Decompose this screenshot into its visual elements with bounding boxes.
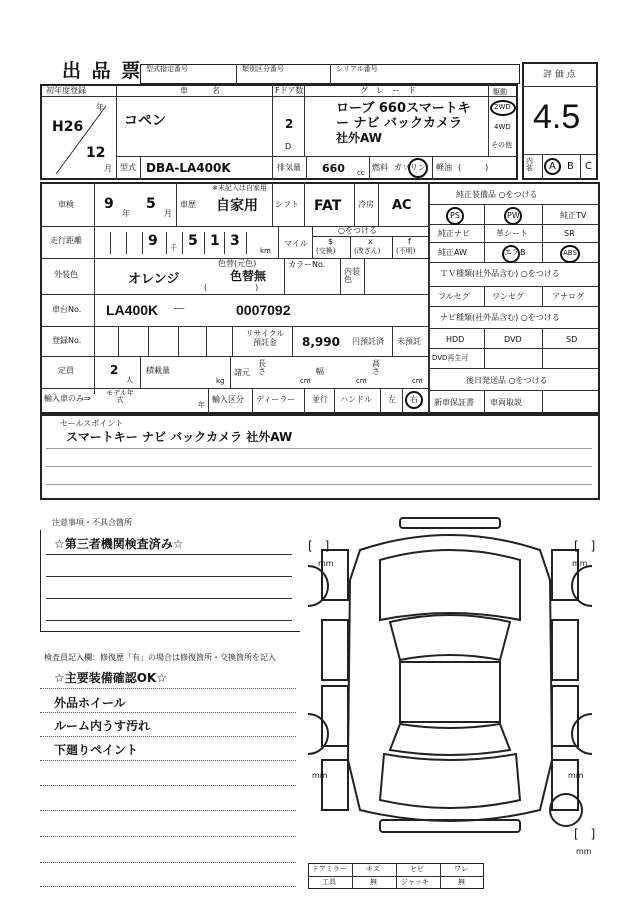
notes-line1: ☆第三者機関検査済み☆ bbox=[54, 537, 184, 551]
sales-point-box bbox=[40, 414, 600, 500]
bracket-spare: [ ] bbox=[574, 827, 596, 841]
capacity-unit: 人 bbox=[126, 376, 133, 384]
recycle-none: 未預託 bbox=[397, 337, 421, 346]
inspector-label: 検査員記入欄：修復歴「有」の場合は修復箇所・交換箇所を記入 bbox=[44, 653, 276, 662]
interior-color-label: 内装色 bbox=[344, 267, 360, 284]
history-label: 車歴 bbox=[180, 200, 196, 209]
model-year-label: モデル年式 bbox=[106, 389, 134, 404]
length-unit: cm bbox=[300, 377, 311, 385]
shift-value: FAT bbox=[314, 198, 342, 214]
inspection-year-unit: 年 bbox=[122, 209, 130, 218]
displacement-label: 排気量 bbox=[277, 163, 301, 172]
mileage-unit: km bbox=[260, 247, 271, 255]
mm-rear-left: mm bbox=[312, 771, 328, 780]
serial-label: シリアル番号 bbox=[336, 65, 378, 73]
navi-dvd: DVD bbox=[504, 335, 522, 344]
legend-jack: ジャッキ bbox=[401, 878, 429, 886]
history-note: ※未記入は自家用 bbox=[212, 184, 267, 192]
parallel: 並行 bbox=[312, 395, 328, 404]
mm-rear-right: mm bbox=[568, 771, 584, 780]
history-value: 自家用 bbox=[216, 198, 258, 214]
length-label: 長さ bbox=[258, 359, 266, 376]
load-unit: kg bbox=[216, 377, 225, 385]
model-year-unit: 年 bbox=[198, 401, 205, 409]
sales-text: スマートキー ナビ バックカメラ 社外AW bbox=[66, 430, 293, 444]
drive-4wd: 4WD bbox=[494, 123, 511, 131]
mileage-digit-3: 9 bbox=[148, 233, 158, 249]
equip-navi: 純正ナビ bbox=[438, 229, 470, 238]
legend-tools: 工具 bbox=[322, 878, 336, 886]
color-label: 外装色 bbox=[54, 270, 78, 279]
grade-label: グ レ ー ド bbox=[360, 86, 416, 95]
chassis-prefix: LA400K bbox=[106, 302, 159, 318]
door-unit: D bbox=[285, 142, 292, 151]
grade-line2: ー ナビ バックカメラ bbox=[336, 116, 463, 131]
first-reg-month: 12 bbox=[86, 145, 106, 161]
capacity-value: 2 bbox=[110, 363, 119, 377]
width-label: 幅 bbox=[316, 367, 324, 376]
model-cert-label: 型式指定番号 bbox=[146, 65, 188, 73]
recycle-amount: 8,990 bbox=[302, 335, 340, 349]
year-unit: 年 bbox=[96, 103, 104, 112]
first-reg-year: H26 bbox=[52, 119, 84, 135]
meter-opt2: x bbox=[368, 237, 373, 246]
shift-label: シフト bbox=[275, 200, 299, 209]
equip-aw: 純正AW bbox=[438, 248, 467, 257]
mm-front-right: mm bbox=[572, 559, 588, 568]
bracket-front-right: [ ] bbox=[574, 539, 596, 553]
ac-label: 冷房 bbox=[358, 200, 374, 209]
mileage-digit-6: 3 bbox=[230, 233, 240, 249]
mileage-digit-4: 5 bbox=[188, 233, 198, 249]
page-title: 出 品 票 bbox=[62, 60, 143, 82]
handle-right: 右 bbox=[410, 395, 418, 404]
bracket-front-left: [ ] bbox=[308, 539, 330, 553]
displacement-value: 660 bbox=[322, 162, 345, 175]
mm-spare: mm bbox=[576, 847, 592, 856]
reg-no-label: 登録No. bbox=[52, 336, 82, 345]
navi-title: ナビ種類(社外品含む) ○をつける bbox=[440, 313, 560, 322]
ac-value: AC bbox=[392, 198, 412, 213]
grade-line1: ローブ 660スマートキ bbox=[336, 101, 471, 116]
height-label: 高さ bbox=[372, 359, 380, 376]
capacity-label: 定員 bbox=[58, 366, 74, 375]
month-unit: 月 bbox=[104, 164, 112, 173]
door-count: 2 bbox=[285, 117, 294, 131]
equip-leather: 革シート bbox=[496, 229, 528, 238]
model-code: DBA-LA400K bbox=[146, 161, 231, 175]
inspector-line4: 下廻りペイント bbox=[54, 743, 139, 757]
recycle-label: リサイクル預託金 bbox=[245, 329, 285, 347]
tv-oneseg: ワンセグ bbox=[492, 292, 524, 301]
color-value: オレンジ bbox=[128, 272, 180, 287]
model-label: 型式 bbox=[120, 163, 136, 172]
car-name: コペン bbox=[124, 113, 166, 129]
equip-abs: ABS bbox=[563, 249, 577, 257]
later-title: 後日発送品 ○をつける bbox=[466, 376, 548, 385]
height-unit: cm bbox=[412, 377, 423, 385]
class-label: 類別区分番号 bbox=[242, 65, 284, 73]
dims-label: 諸元 bbox=[234, 368, 250, 377]
sales-label: セールスポイント bbox=[60, 419, 124, 428]
drive-label: 駆動 bbox=[493, 88, 507, 96]
legend-jack-value: 無 bbox=[458, 878, 465, 886]
grade-line3: 社外AW bbox=[336, 131, 382, 145]
car-name-label: 車 名 bbox=[180, 86, 220, 95]
chassis-number: 0007092 bbox=[236, 302, 291, 318]
equip-tv: 純正TV bbox=[560, 211, 587, 220]
legend-scratch: キズ bbox=[366, 865, 380, 873]
legend-break: ワレ bbox=[454, 865, 468, 873]
meter-opt3-sub: (不明) bbox=[396, 247, 416, 255]
fuel-gasoline: ガソリン bbox=[394, 163, 426, 172]
interior-b: B bbox=[567, 161, 574, 172]
load-label: 積載量 bbox=[146, 366, 170, 375]
handle-label: ハンドル bbox=[340, 395, 372, 404]
legend-crack: ヒビ bbox=[410, 865, 424, 873]
navi-hdd: HDD bbox=[446, 335, 465, 344]
score-value: 4.5 bbox=[533, 98, 581, 136]
interior-a: A bbox=[549, 161, 556, 172]
displacement-unit: cc bbox=[357, 169, 365, 177]
notes-label: 注意事項・不具合箇所 bbox=[52, 518, 132, 527]
recycle-deposited: 円預託済 bbox=[352, 337, 384, 346]
later-warranty: 新車保証書 bbox=[434, 398, 474, 407]
score-label: 評 価 点 bbox=[543, 70, 576, 80]
later-manual: 車両取説 bbox=[490, 398, 522, 407]
meter-opt2-sub: (改ざん) bbox=[354, 247, 381, 255]
meter-opt1-sub: (交換) bbox=[316, 247, 336, 255]
fuel-paren: ( ) bbox=[458, 163, 489, 172]
inspector-line3: ルーム内うす汚れ bbox=[54, 719, 151, 733]
mm-front-left: mm bbox=[318, 559, 334, 568]
meter-note: ○をつける bbox=[338, 226, 377, 235]
equip-airbag: エアB bbox=[504, 248, 526, 257]
drive-2wd: 2WD bbox=[494, 103, 511, 111]
legend-tools-value: 無 bbox=[370, 878, 377, 886]
car-damage-diagram bbox=[300, 510, 600, 860]
tv-analog: アナログ bbox=[552, 292, 584, 301]
import-type-label: 輸入区分 bbox=[212, 395, 244, 404]
interior-grade-label: 内装 bbox=[526, 157, 533, 172]
drive-other: その他 bbox=[491, 141, 512, 149]
inspector-line2: 外品ホイール bbox=[54, 696, 126, 710]
dvd-label: DVD再生可 bbox=[432, 354, 469, 362]
navi-sd: SD bbox=[566, 335, 578, 344]
tv-fullseg: フルセグ bbox=[438, 292, 470, 301]
width-unit: cm bbox=[356, 377, 367, 385]
inspection-year: 9 bbox=[104, 196, 114, 212]
repaint-value: 色替無 bbox=[230, 269, 267, 283]
mile-label: マイル bbox=[284, 239, 308, 248]
import-label: 輸入車のみ⇒ bbox=[44, 394, 91, 403]
dealer: ディーラー bbox=[256, 395, 296, 404]
inspector-line1: ☆主要装備確認OK☆ bbox=[54, 671, 168, 685]
meter-opt1: $ bbox=[328, 237, 334, 246]
inspection-month: 5 bbox=[146, 196, 156, 212]
fuel-label: 燃料 bbox=[372, 163, 388, 172]
fuel-gasoline-circle bbox=[408, 158, 428, 178]
chassis-dash: － bbox=[172, 302, 186, 318]
equip-pw: PW bbox=[507, 211, 520, 220]
legend-mirror: ドアミラー bbox=[312, 865, 347, 873]
handle-left: 左 bbox=[388, 395, 396, 404]
equipment-title: 純正装備品 ○をつける bbox=[456, 190, 538, 199]
doors-label: Fドア数 bbox=[275, 86, 304, 95]
repaint-paren: ( ) bbox=[204, 283, 259, 292]
fuel-diesel: 軽油 bbox=[436, 163, 452, 172]
inspection-month-unit: 月 bbox=[164, 209, 172, 218]
interior-c: C bbox=[585, 161, 592, 172]
chassis-label: 車台No. bbox=[52, 305, 82, 314]
meter-opt3: f bbox=[408, 237, 411, 246]
mileage-label: 走行距離 bbox=[50, 236, 82, 245]
repaint-label: 色替(元色) bbox=[218, 259, 257, 268]
mileage-digit-5: 1 bbox=[210, 233, 220, 249]
equip-sr: SR bbox=[564, 229, 575, 238]
tv-title: ＴＶ種類(社外品含む) ○をつける bbox=[440, 269, 560, 278]
inspection-label: 車検 bbox=[58, 200, 74, 209]
first-reg-label: 初年度登録 bbox=[46, 86, 86, 95]
equip-ps: PS bbox=[450, 211, 460, 220]
mileage-thousand: 千 bbox=[170, 244, 177, 252]
color-no-label: カラーNo. bbox=[288, 260, 326, 269]
